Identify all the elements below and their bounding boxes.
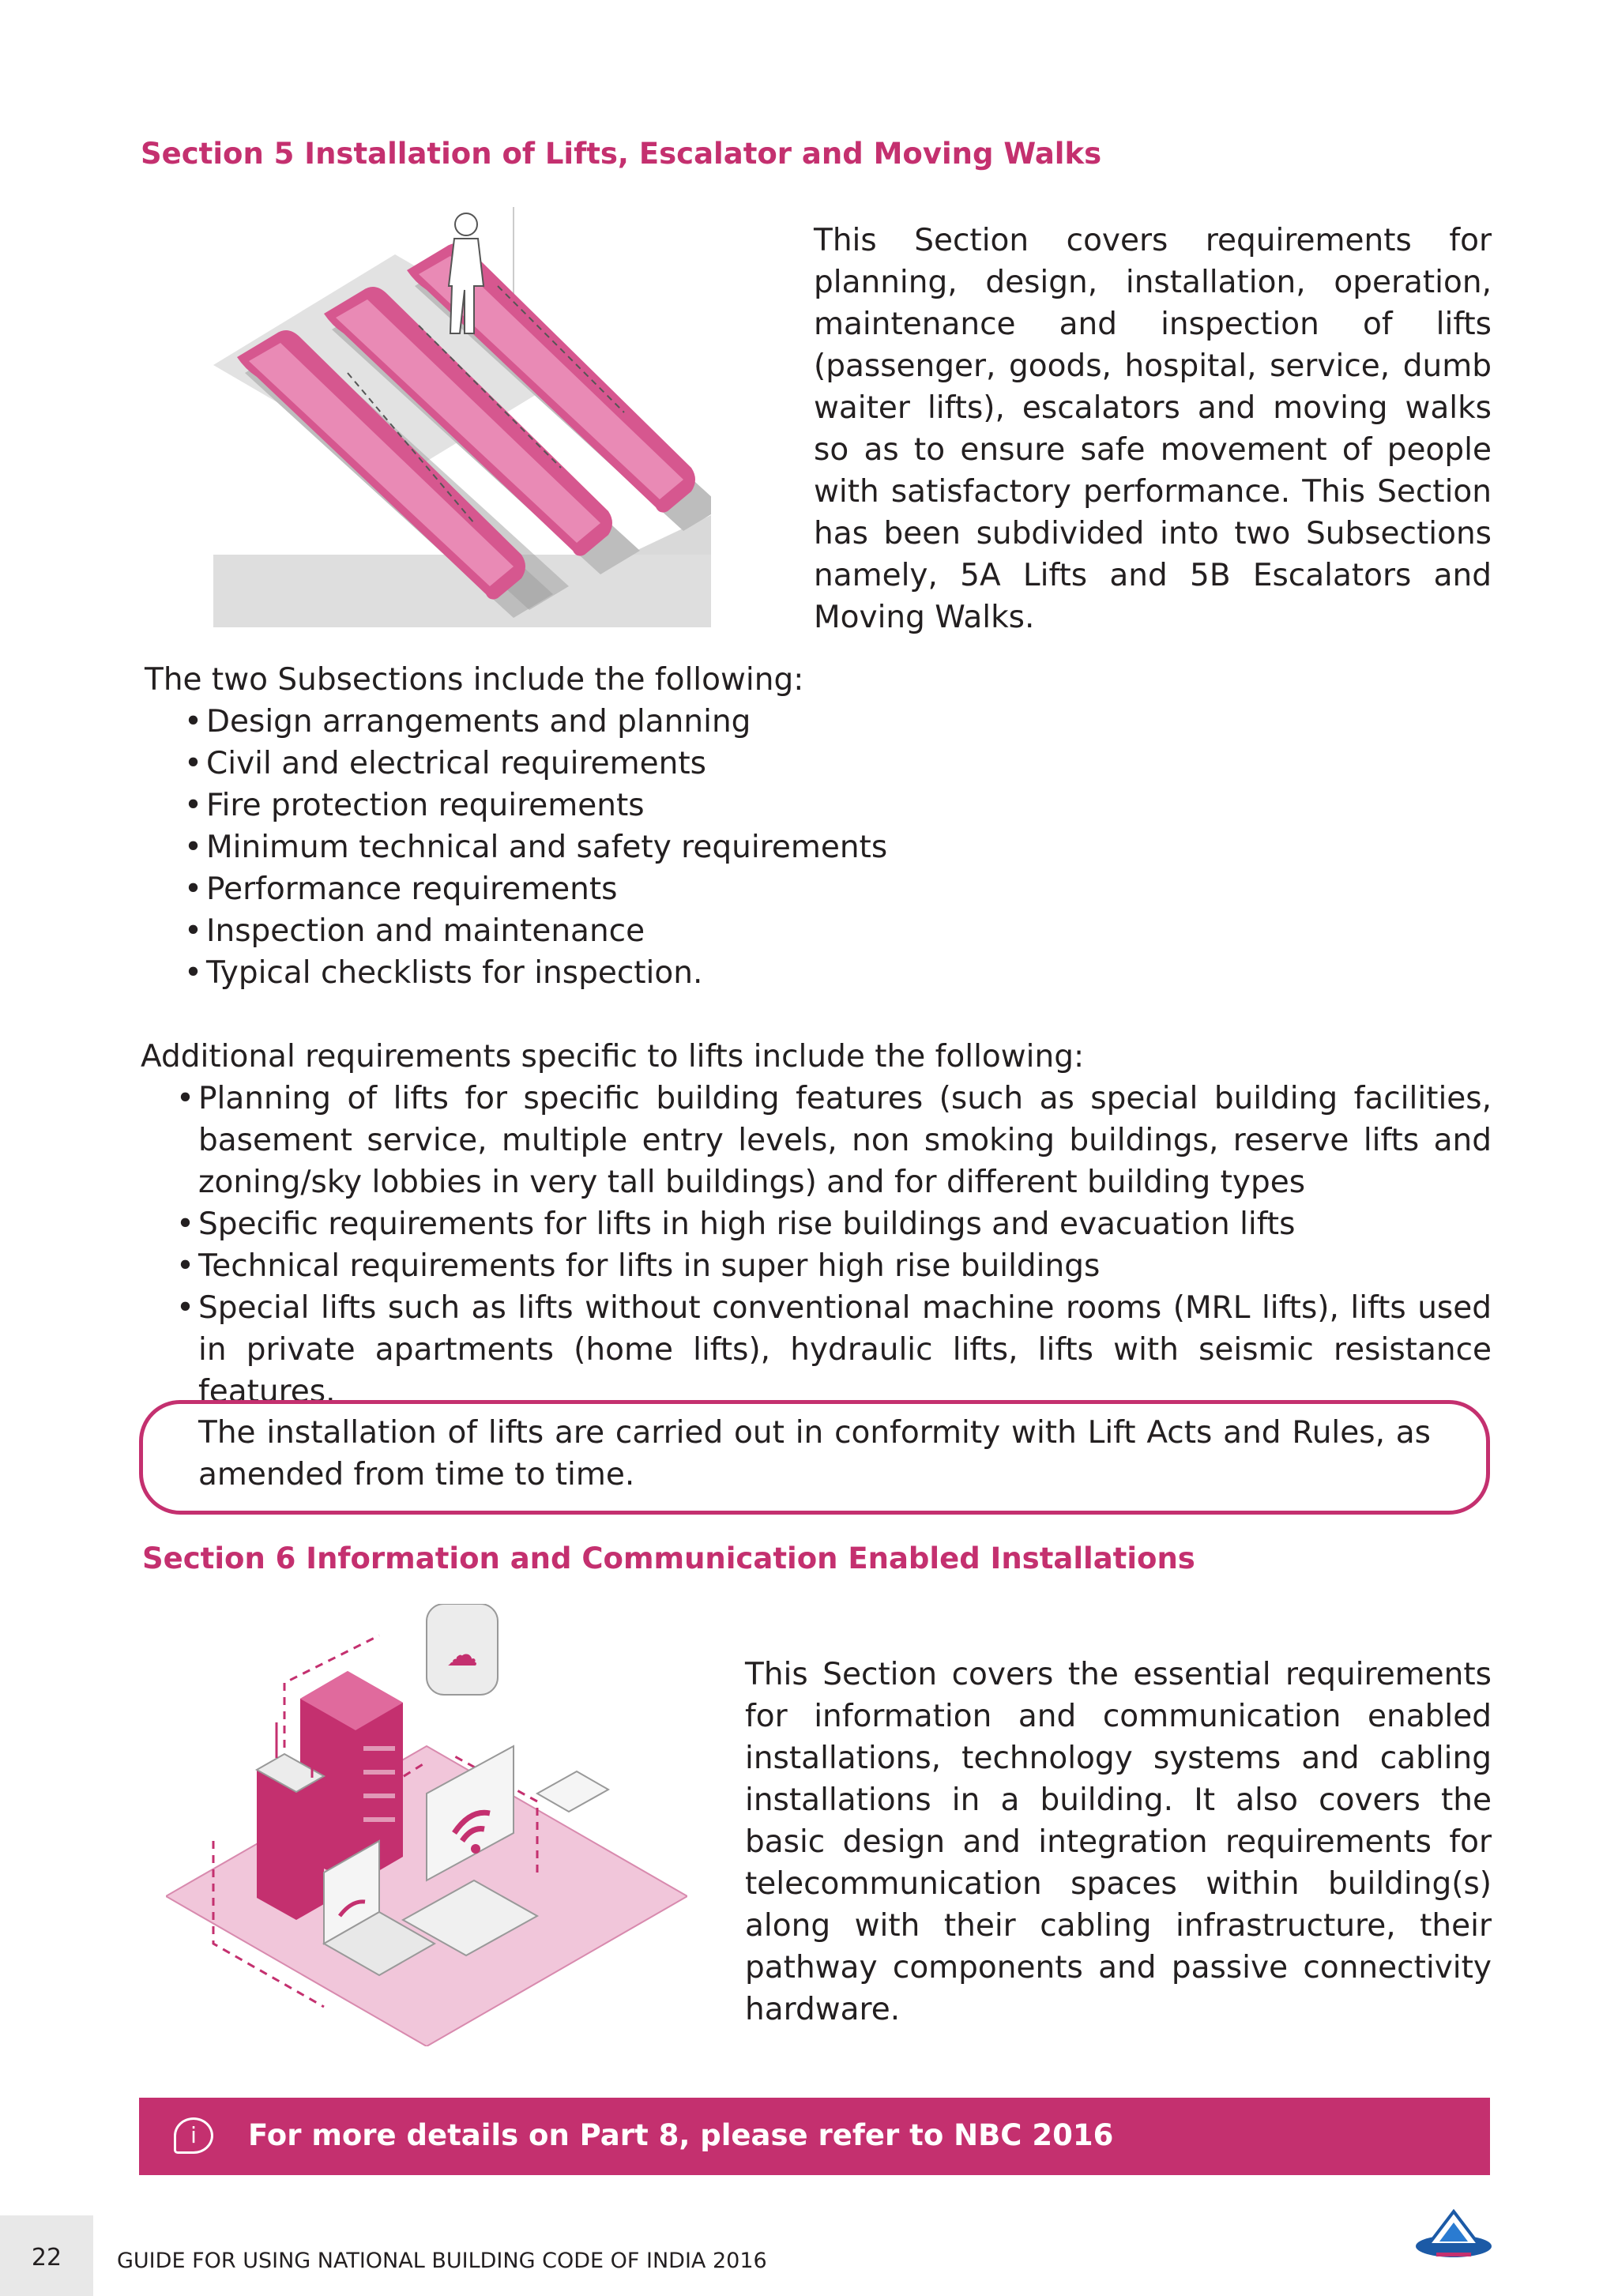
lift-acts-callout	[139, 1400, 1490, 1515]
info-banner	[139, 2098, 1490, 2175]
subsections-list	[145, 701, 935, 994]
section-6-intro: This Section covers the essential requirements for information and communication enabled installations, technology systems and cabling installations in a building. It also covers the basic design and integration requirements for telecommunication spaces within building(s) along with their cabling infrastructure, their pathway components and passive connectivity hardware.	[745, 1657, 1492, 2027]
escalator-illustration	[213, 207, 711, 627]
list-item: • Design arrangements and planning	[184, 704, 751, 740]
svg-text:☁: ☁	[446, 1637, 478, 1673]
page-number-box	[0, 2215, 93, 2296]
list-item: • Civil and electrical requirements	[184, 746, 706, 781]
section-6-heading: Section 6 Information and Communication Enabled Installations	[142, 1541, 1195, 1575]
lifts-list	[137, 1078, 1492, 1413]
subsections-lead: The two Subsections include the following:	[145, 662, 804, 698]
banner-text: For more details on Part 8, please refer to NBC 2016	[248, 2118, 1114, 2152]
section-5-heading: Section 5 Installation of Lifts, Escalator and Moving Walks	[141, 137, 1102, 171]
subsections-block	[145, 659, 935, 994]
list-item: • Typical checklists for inspection.	[184, 955, 703, 991]
lifts-lead: Additional requirements specific to lifts include the following:	[141, 1039, 1085, 1075]
list-item: • Minimum technical and safety requirements	[184, 830, 888, 865]
list-item: • Inspection and maintenance	[184, 913, 645, 949]
list-item: • Performance requirements	[184, 871, 618, 907]
list-item: • Specific requirements for lifts in high rise buildings and evacuation lifts	[176, 1206, 1296, 1242]
callout-text: The installation of lifts are carried out in conformity with Lift Acts and Rules, as amended from time to time.	[198, 1415, 1431, 1492]
lifts-block	[141, 1036, 1492, 1413]
bis-logo	[1413, 2208, 1495, 2260]
list-item: • Technical requirements for lifts in super high rise buildings	[176, 1248, 1101, 1284]
footer-title: GUIDE FOR USING NATIONAL BUILDING CODE OF INDIA 2016	[117, 2249, 767, 2273]
info-icon: i	[174, 2117, 213, 2154]
list-item: • Fire protection requirements	[184, 788, 645, 823]
page-number: 22	[31, 2244, 62, 2272]
section-5-intro: This Section covers requirements for planning, design, installation, operation, maintenance and inspection of lifts (passenger, goods, hospital, service, dumb waiter lifts), escalators and moving walks so as to ensure safe movement of people with satisfactory performance. This Section has been subdivided into two Subsections namely, 5A Lifts and 5B Escalators and Moving Walks.	[814, 223, 1492, 635]
list-item: • Planning of lifts for specific building features (such as special building facilities, basement service, multiple entry levels, non smoking buildings, reserve lifts and zoning/sky lobbies in very tall buildings) and for different building types	[176, 1081, 1492, 1200]
list-item: • Special lifts such as lifts without conventional machine rooms (MRL lifts), lifts used in private apartments (home lifts), hydraulic lifts, lifts with seismic resistance features.	[176, 1290, 1492, 1410]
ict-illustration	[166, 1604, 687, 2046]
